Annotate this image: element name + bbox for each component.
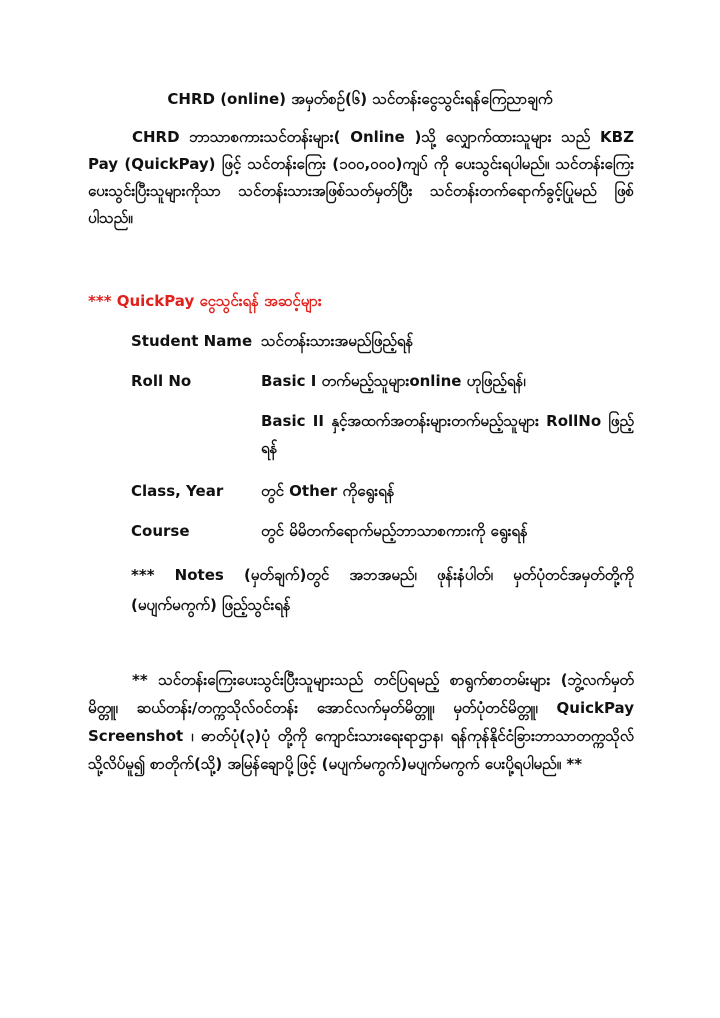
notes-paragraph: *** Notes (မှတ်ချက်)တွင် အဘအမည်၊ ဖုန်းနံပါတ်၊ မှတ်ပုံတင်အမှတ်တို့ကို (မပျက်မကွက်) ဖြည့်သွင်းရန်: [131, 566, 634, 614]
step-label: Course: [131, 522, 190, 540]
page-title: CHRD (online) အမှတ်စဉ်(၆) သင်တန်းငွေသွင်းရန်ကြေညာချက်: [167, 90, 553, 108]
closing-paragraph: ** သင်တန်းကြေးပေးသွင်းပြီးသူများသည် တင်ပြရမည့် စာရွက်စာတမ်းများ (ဘွဲ့လက်မှတ်မိတ္တူ၊ ဆယ်တန်း/တက္ကသိုလ်ဝင်တန်း အောင်လက်မှတ်မိတ္တူ၊ မှတ်ပုံတင်မိတ္တူ၊ QuickPay Screenshot ၊ ဓာတ်ပုံ(၃)ပုံ တို့ကို ကျောင်းသားရေးရာဌာန၊ ရန်ကုန်နိုင်ငံခြားဘာသာတက္ကသိုလ်သို့လိပ်မူ၍ စာတိုက်(သို့) အမြန်ချောပို့ဖြင့် (မပျက်မကွက်)မပျက်မကွက် ပေးပို့ရပါမည်။ **: [88, 671, 634, 773]
step-value: တွင် Other ကိုရွေးရန်: [261, 482, 395, 500]
quickpay-steps-heading: *** QuickPay ငွေသွင်းရန် အဆင့်များ: [88, 292, 322, 310]
step-label: Roll No: [131, 372, 192, 390]
step-value: သင်တန်းသားအမည်ဖြည့်ရန်: [261, 332, 414, 350]
step-label: Student Name: [131, 332, 253, 350]
step-value: တွင် မိမိတက်ရောက်မည့်ဘာသာစကားကို ရွေးရန်: [261, 522, 528, 540]
intro-paragraph: CHRD ဘာသာစကားသင်တန်းများ( Online )သို့ လျှောက်ထားသူများ သည် KBZ Pay (QuickPay) ဖြင့် သင်တန်းကြေး (၁၀၀,၀၀၀)ကျပ် ကို ပေးသွင်းရပါမည်။ သင်တန်းကြေးပေးသွင်းပြီးသူများကိုသာ သင်တန်းသားအဖြစ်သတ်မှတ်ပြီး သင်တန်းတက်ရောက်ခွင့်ပြုမည် ဖြစ်ပါသည်။: [88, 128, 634, 227]
step-label: Class, Year: [131, 482, 224, 500]
step-value: Basic I တက်မည့်သူများonline ဟုဖြည့်ရန်၊: [261, 372, 526, 390]
step-value: Basic II နှင့်အထက်အတန်းများတက်မည့်သူများ RollNo ဖြည့်ရန်: [261, 412, 634, 457]
